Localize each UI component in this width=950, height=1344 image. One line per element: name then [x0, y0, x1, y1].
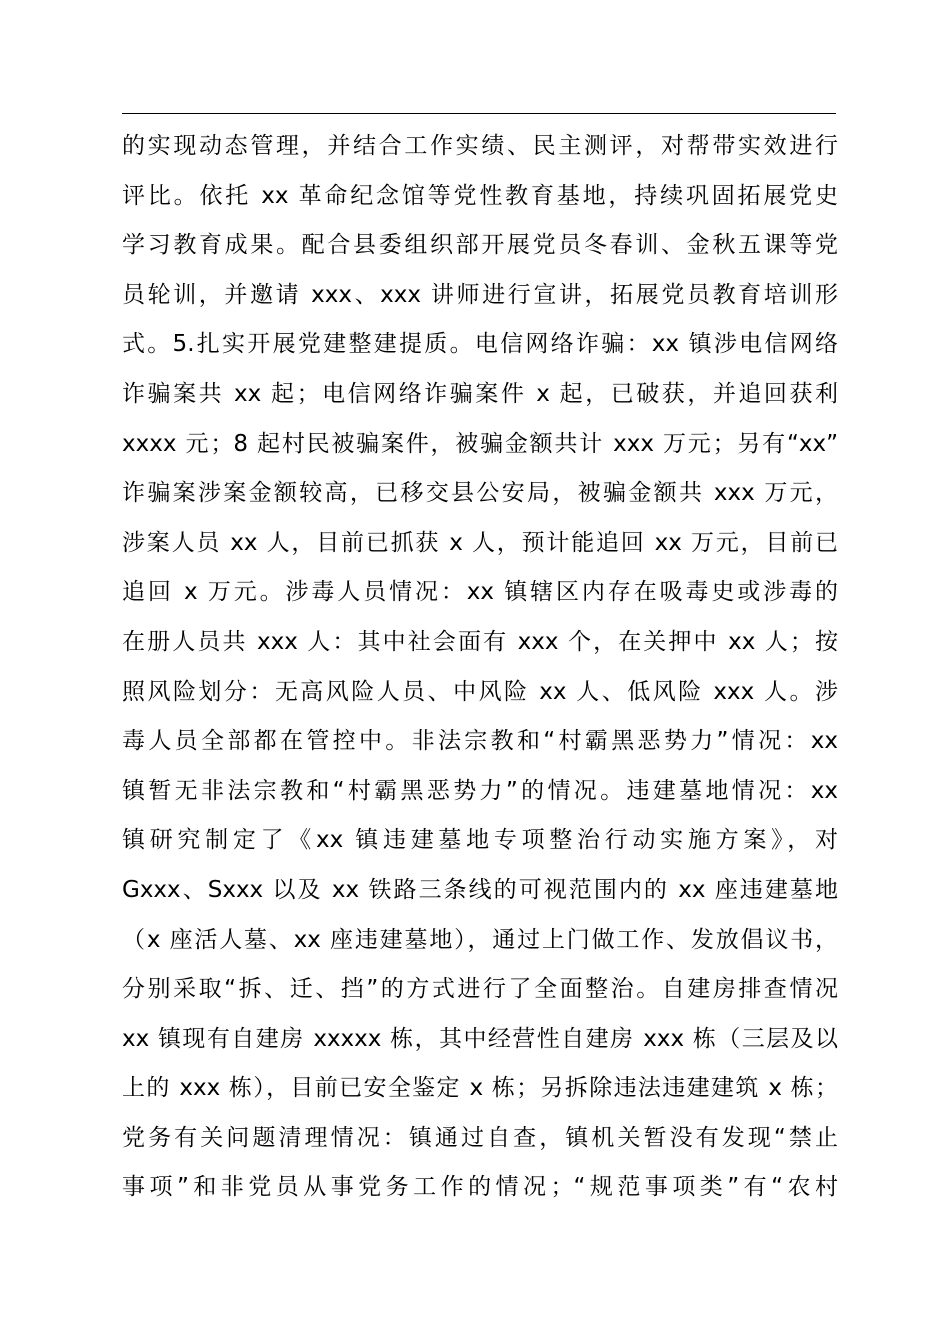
text-line: 上的 xxx 栋），目前已安全鉴定 x 栋；另拆除违法违建建筑 x 栋； — [122, 1075, 838, 1102]
body-text — [122, 122, 838, 1213]
text-line: 照风险划分：无高风险人员、中风险 xx 人、低风险 xxx 人。涉 — [122, 678, 838, 705]
text-line: 诈骗案共 xx 起；电信网络诈骗案件 x 起，已破获，并追回获利 — [122, 380, 838, 407]
text-line: 分别采取“拆、迁、挡”的方式进行了全面整治。自建房排查情况 — [122, 976, 838, 1003]
text-line: 式。5.扎实开展党建整建提质。电信网络诈骗：xx 镇涉电信网络 — [122, 331, 838, 358]
text-line: （x 座活人墓、xx 座违建墓地），通过上门做工作、发放倡议书， — [122, 926, 838, 953]
header-rule — [122, 113, 836, 114]
text-line: xx 镇现有自建房 xxxxx 栋，其中经营性自建房 xxx 栋（三层及以 — [122, 1025, 838, 1052]
text-line: 学习教育成果。配合县委组织部开展党员冬春训、金秋五课等党 — [122, 232, 838, 259]
text-line: 员轮训，并邀请 xxx、xxx 讲师进行宣讲，拓展党员教育培训形 — [122, 281, 838, 308]
text-line: 评比。依托 xx 革命纪念馆等党性教育基地，持续巩固拓展党史 — [122, 182, 838, 209]
text-line: Gxxx、Sxxx 以及 xx 铁路三条线的可视范围内的 xx 座违建墓地 — [122, 876, 838, 903]
text-line: 事项”和非党员从事党务工作的情况；“规范事项类”有“农村 — [122, 1174, 838, 1201]
text-line: 党务有关问题清理情况：镇通过自查，镇机关暂没有发现“禁止 — [122, 1124, 838, 1151]
text-line: xxxx 元；8 起村民被骗案件，被骗金额共计 xxx 万元；另有“xx” — [122, 430, 838, 457]
text-line: 镇研究制定了《xx 镇违建墓地专项整治行动实施方案》，对 — [122, 827, 838, 854]
text-line: 涉案人员 xx 人，目前已抓获 x 人，预计能追回 xx 万元，目前已 — [122, 529, 838, 556]
text-line: 诈骗案涉案金额较高，已移交县公安局，被骗金额共 xxx 万元， — [122, 480, 838, 507]
text-line: 的实现动态管理，并结合工作实绩、民主测评，对帮带实效进行 — [122, 133, 838, 159]
text-line: 毒人员全部都在管控中。非法宗教和“村霸黑恶势力”情况：xx — [122, 728, 838, 755]
text-line: 镇暂无非法宗教和“村霸黑恶势力”的情况。违建墓地情况：xx — [122, 777, 838, 804]
text-line: 追回 x 万元。涉毒人员情况：xx 镇辖区内存在吸毒史或涉毒的 — [122, 579, 838, 606]
text-line: 在册人员共 xxx 人：其中社会面有 xxx 个，在关押中 xx 人；按 — [122, 628, 838, 655]
